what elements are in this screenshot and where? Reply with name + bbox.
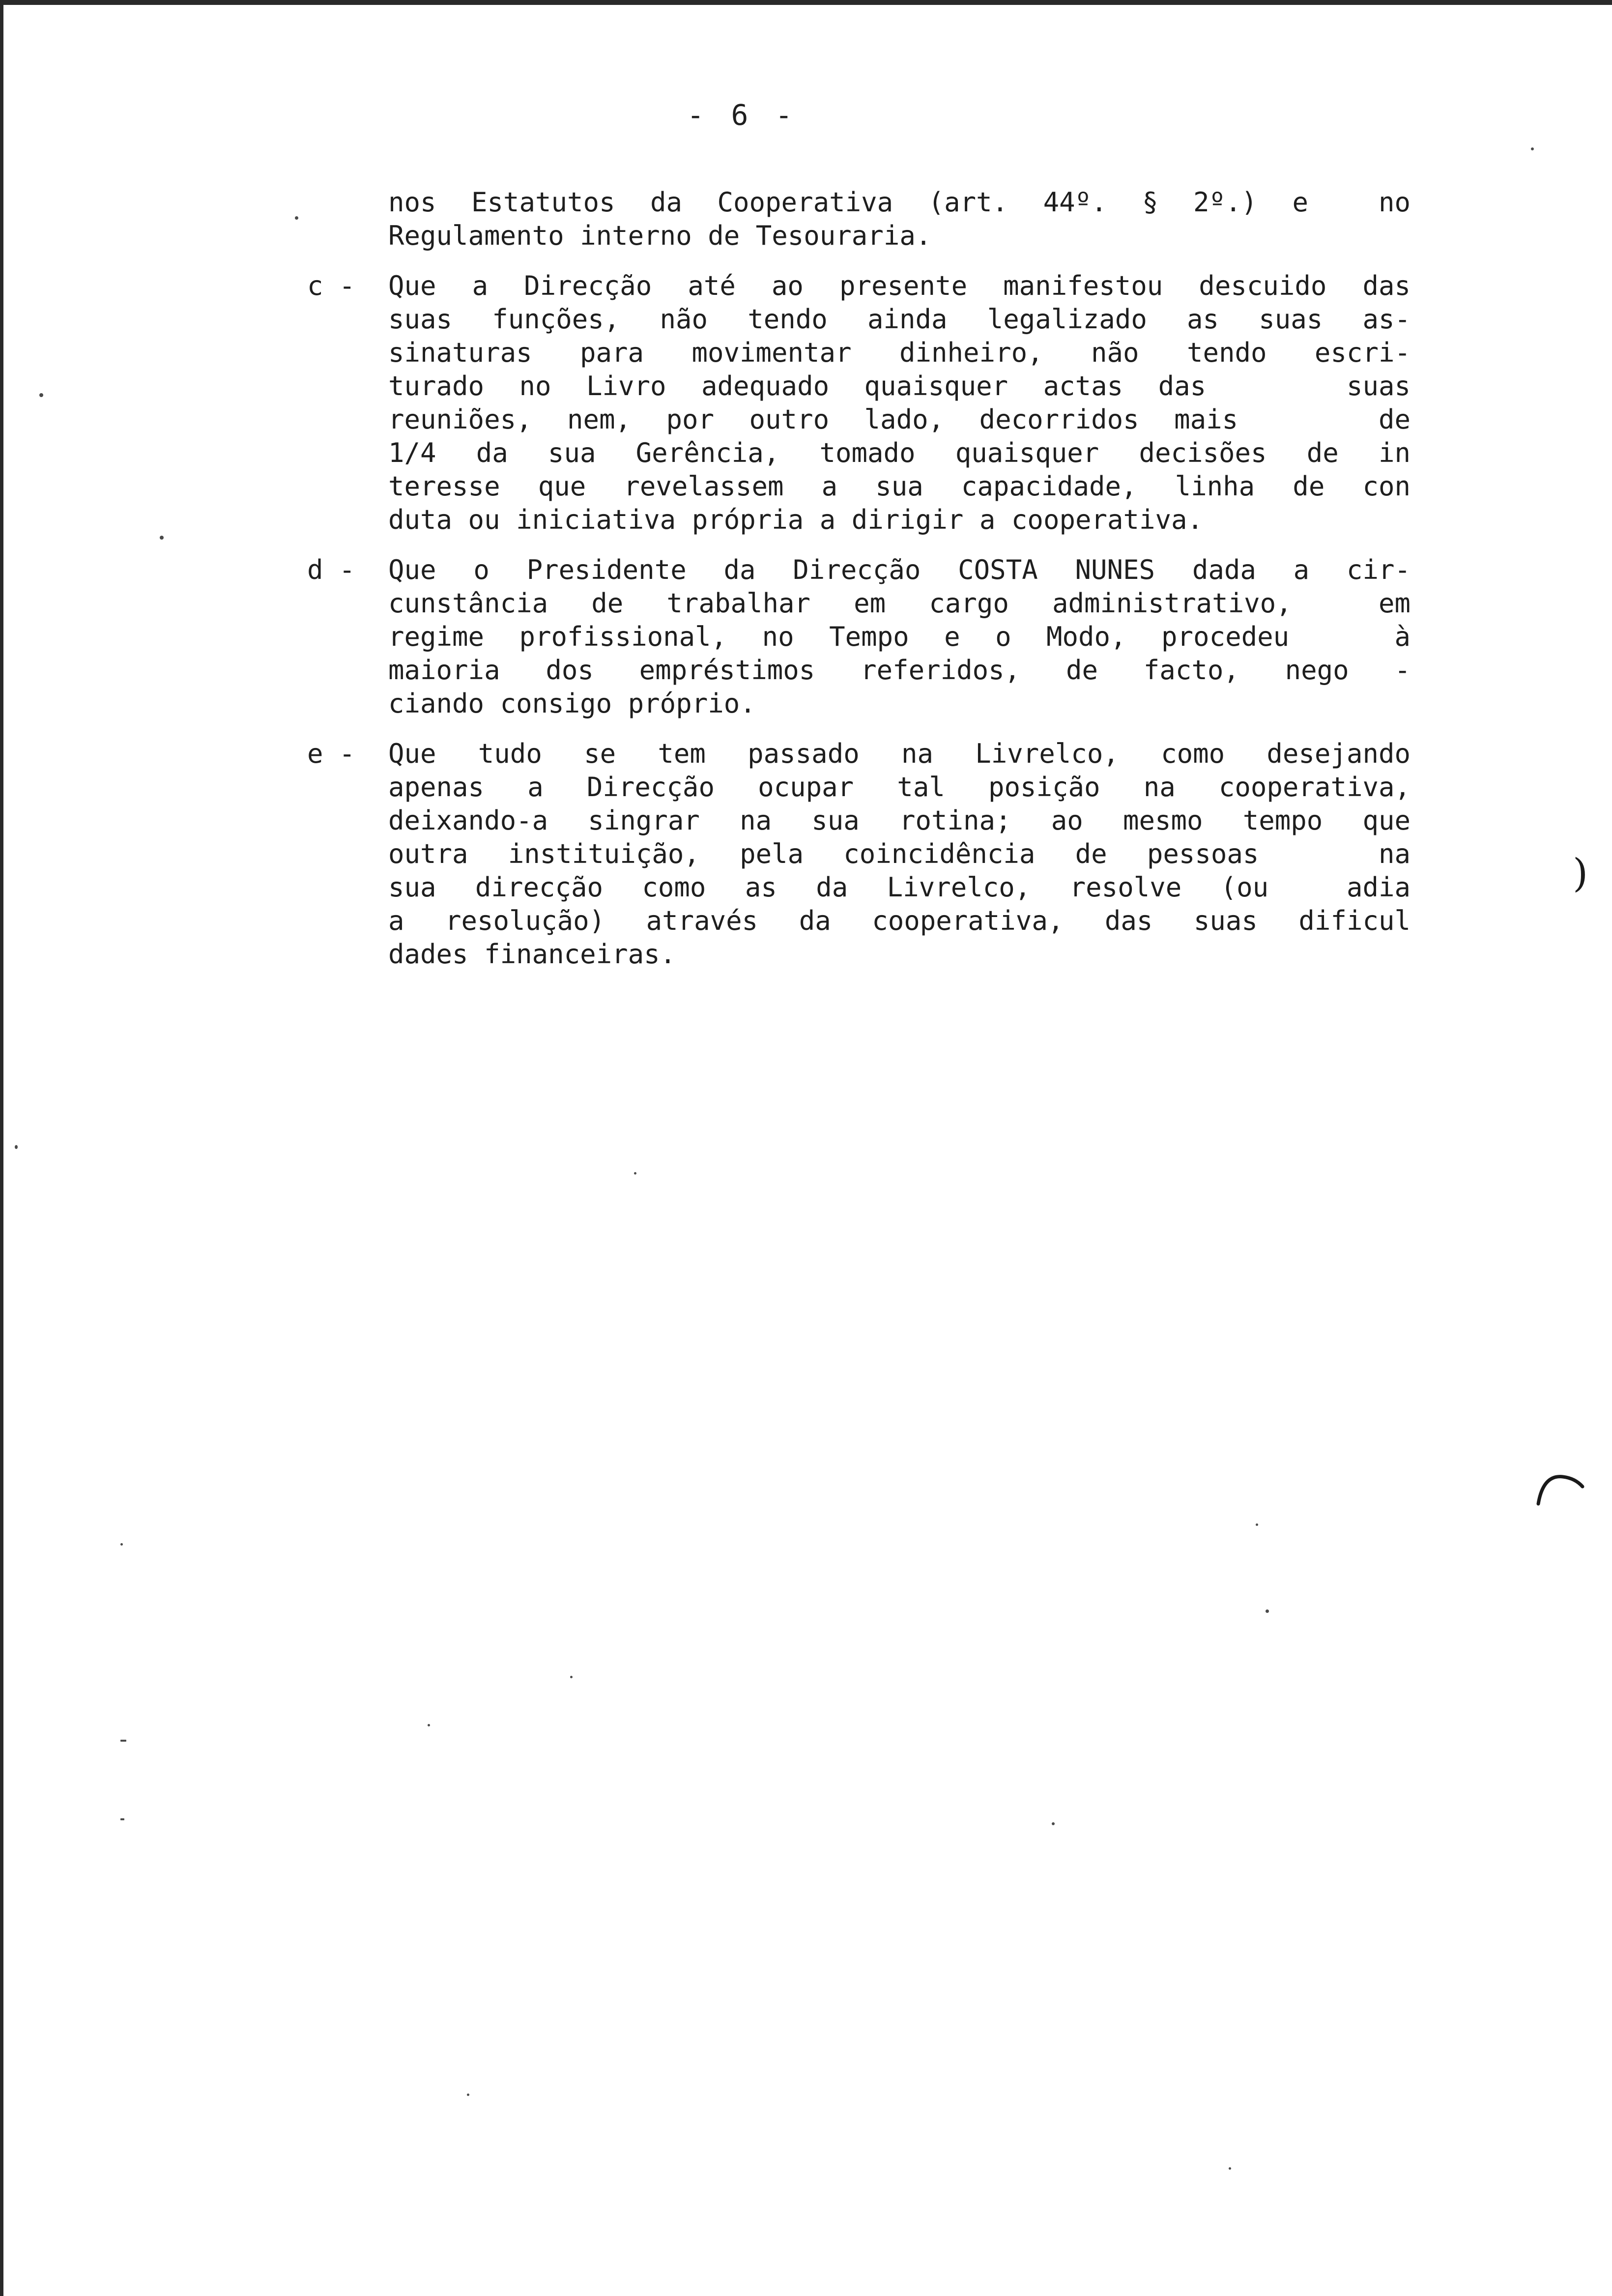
margin-parenthesis-mark: ) <box>1573 850 1588 896</box>
text-line: apenas a Direcção ocupar tal posição na cooperativa, <box>388 772 1410 803</box>
text-line: teresse que revelassem a sua capacidade, linha de con <box>388 471 1410 502</box>
margin-curve-mark <box>1533 1469 1587 1509</box>
scan-speck <box>1256 1523 1258 1526</box>
scan-speck <box>1531 147 1534 150</box>
scan-speck <box>120 1818 124 1820</box>
scan-speck <box>160 536 164 540</box>
paragraph-marker: c - <box>307 270 355 301</box>
scan-speck <box>634 1172 636 1175</box>
text-line: 1/4 da sua Gerência, tomado quaisquer decisões de in <box>388 437 1410 468</box>
text-line: reuniões, nem, por outro lado, decorridos mais de <box>388 404 1410 435</box>
paragraph-continuation <box>388 186 1410 253</box>
scan-speck <box>570 1676 573 1678</box>
text-line: dades financeiras. <box>388 939 676 970</box>
scan-speck <box>39 393 43 397</box>
text-line: Que o Presidente da Direcção COSTA NUNES dada a cir- <box>388 554 1410 585</box>
page-number: - 6 - <box>687 98 798 132</box>
page-edge-left <box>0 0 3 2296</box>
document-body <box>307 186 1410 988</box>
scan-speck <box>1266 1609 1269 1613</box>
text-line: ciando consigo próprio. <box>388 688 756 719</box>
paragraph-marker: e - <box>307 738 355 769</box>
text-line: sua direcção como as da Livrelco, resolve (ou adia <box>388 872 1410 903</box>
scan-speck <box>120 1740 126 1742</box>
scan-speck <box>295 216 298 220</box>
text-line: turado no Livro adequado quaisquer actas das suas <box>388 371 1410 402</box>
text-line: Que a Direcção até ao presente manifestou descuido das <box>388 270 1410 301</box>
scan-speck <box>467 2094 469 2096</box>
text-line: suas funções, não tendo ainda legalizado as suas as- <box>388 304 1410 335</box>
text-line: Que tudo se tem passado na Livrelco, como desejando <box>388 738 1410 769</box>
scan-speck <box>1229 2167 1231 2170</box>
paragraph-e <box>307 737 1410 971</box>
scan-speck <box>1052 1822 1055 1825</box>
text-line: Regulamento interno de Tesouraria. <box>388 220 932 251</box>
text-line: a resolução) através da cooperativa, das suas dificul <box>388 905 1410 936</box>
paragraph-marker: d - <box>307 554 355 585</box>
text-line: duta ou iniciativa própria a dirigir a cooperativa. <box>388 504 1204 535</box>
scan-speck <box>15 1145 18 1149</box>
paragraph-d <box>307 553 1410 720</box>
text-line: maioria dos empréstimos referidos, de facto, nego - <box>388 655 1410 686</box>
scan-speck <box>428 1724 430 1726</box>
scan-speck <box>120 1543 123 1546</box>
text-line: regime profissional, no Tempo e o Modo, procedeu à <box>388 621 1410 652</box>
text-line: sinaturas para movimentar dinheiro, não tendo escri- <box>388 337 1410 368</box>
text-line: outra instituição, pela coincidência de pessoas na <box>388 838 1410 869</box>
text-line: nos Estatutos da Cooperativa (art. 44º. § 2º.) e no <box>388 187 1410 218</box>
text-line: deixando-a singrar na sua rotina; ao mesmo tempo que <box>388 805 1410 836</box>
page-edge-top <box>0 0 1612 5</box>
text-line: cunstância de trabalhar em cargo administrativo, em <box>388 588 1410 619</box>
paragraph-c <box>307 269 1410 537</box>
